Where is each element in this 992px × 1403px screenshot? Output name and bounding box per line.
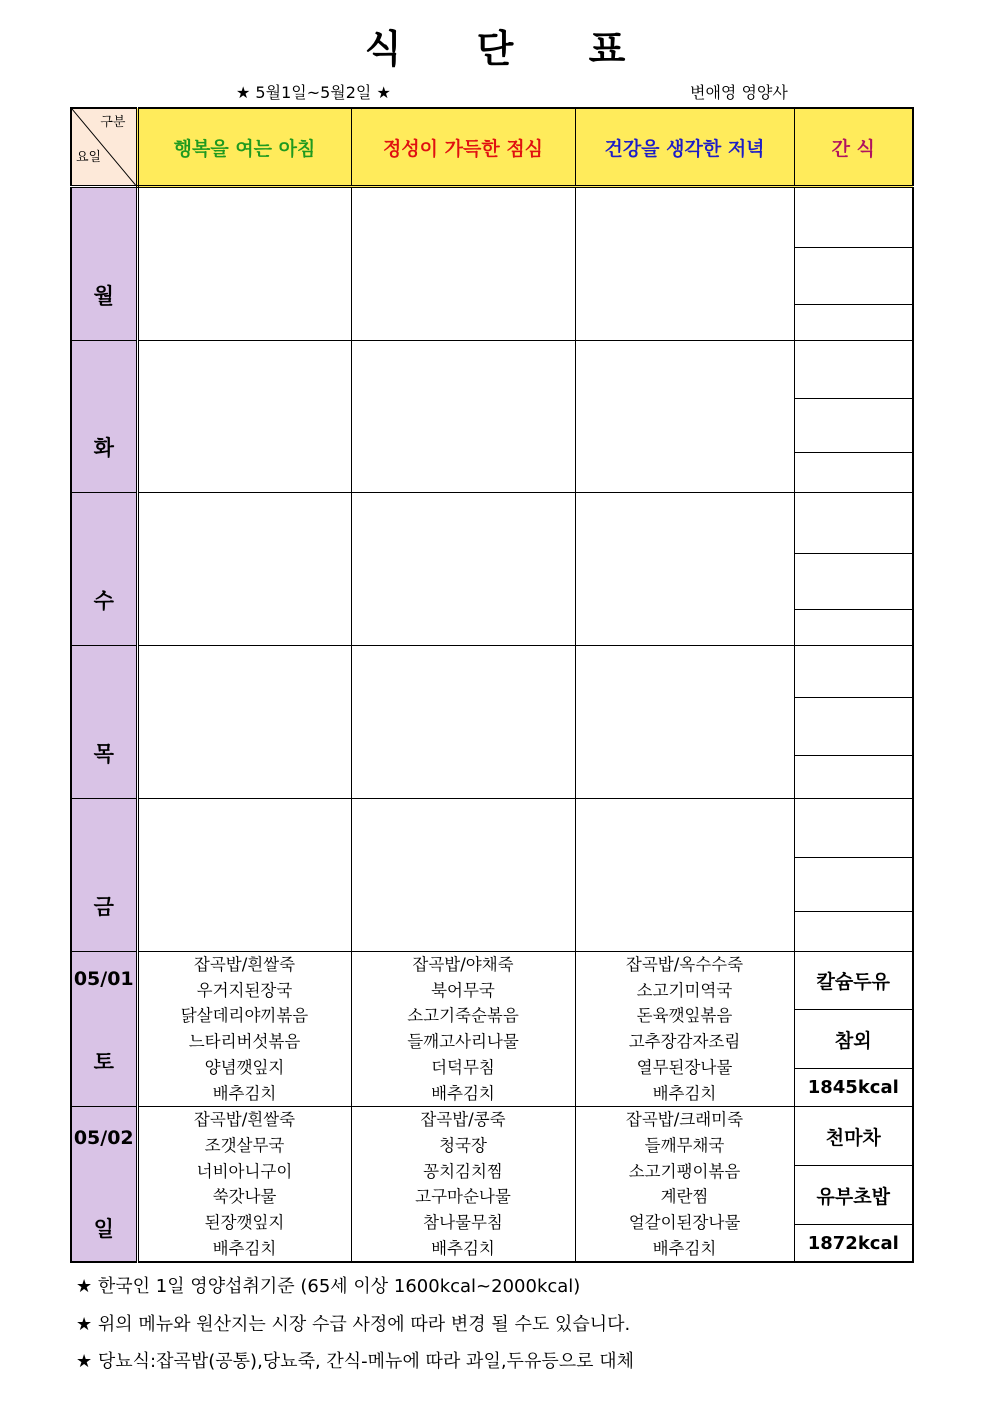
menu-table [70,107,914,1263]
weekday-thu: 목 [71,646,137,799]
fri-snack-3 [794,912,913,952]
header-lunch: 정성이 가득한 점심 [351,108,575,187]
thu-snack-3 [794,756,913,799]
fri-dinner [575,799,794,952]
mon-snack-3 [794,305,913,341]
thu-breakfast [137,646,351,799]
weekday-fri: 금 [71,799,137,952]
dinner-menu: 잡곡밥/크래미죽 들깨무채국 소고기팽이볶음 계란찜 얼갈이된장나물 배추김치 [575,1107,794,1263]
fri-lunch [351,799,575,952]
breakfast-menu: 잡곡밥/흰쌀죽 조갯살무국 너비아니구이 쑥갓나물 된장깻잎지 배추김치 [137,1107,351,1263]
mon-breakfast [137,187,351,341]
period-label: ★ 5월1일~5월2일 ★ [236,83,391,102]
date-label: 05/01 [73,968,134,990]
thu-lunch [351,646,575,799]
snack-1: 칼슘두유 [794,952,913,1010]
corner-weekday-label: 요일 [76,150,102,165]
tue-snack-1 [794,341,913,399]
tue-snack-3 [794,453,913,493]
weekday-wed: 수 [71,493,137,646]
breakfast-menu: 잡곡밥/흰쌀죽 우거지된장국 닭살데리야끼볶음 느타리버섯볶음 양념깻잎지 배추김치 [137,952,351,1107]
weekday-tue: 화 [71,341,137,493]
kcal-total: 1845kcal [794,1068,913,1106]
snack-2: 유부초밥 [794,1166,913,1225]
corner-cell [71,108,137,187]
page-title: 식 단 표 [364,27,628,71]
header-dinner: 건강을 생각한 저녁 [575,108,794,187]
snack-2: 참외 [794,1010,913,1068]
wed-dinner [575,493,794,646]
wed-snack-3 [794,610,913,646]
mon-dinner [575,187,794,341]
note-diabetic-diet: ★ 당뇨식:잡곡밥(공통),당뇨죽, 간식-메뉴에 따라 과일,두유등으로 대체 [76,1351,634,1372]
fri-breakfast [137,799,351,952]
mon-lunch [351,187,575,341]
wed-snack-1 [794,493,913,554]
fri-snack-2 [794,858,913,912]
author-label: 변애영 영양사 [690,83,788,102]
day-0502 [71,1107,137,1263]
thu-snack-1 [794,646,913,698]
tue-breakfast [137,341,351,493]
header-row [71,108,913,187]
weekday-label: 토 [93,1050,114,1074]
header-breakfast: 행복을 여는 아침 [137,108,351,187]
weekday-mon: 월 [71,187,137,341]
tue-dinner [575,341,794,493]
note-intake-standard: ★ 한국인 1일 영양섭취기준 (65세 이상 1600kcal~2000kcal) [76,1276,581,1297]
mon-snack-1 [794,187,913,248]
thu-dinner [575,646,794,799]
weekday-label: 일 [93,1217,114,1242]
tue-snack-2 [794,399,913,453]
dinner-menu: 잡곡밥/옥수수죽 소고기미역국 돈육깻잎볶음 고추장감자조림 열무된장나물 배추김치 [575,952,794,1107]
thu-snack-2 [794,698,913,756]
wed-breakfast [137,493,351,646]
kcal-total: 1872kcal [794,1225,913,1263]
wed-snack-2 [794,554,913,610]
snack-1: 천마차 [794,1107,913,1166]
corner-category-label: 구분 [100,115,126,130]
day-0501 [71,952,137,1107]
lunch-menu: 잡곡밥/야채죽 북어무국 소고기죽순볶음 들깨고사리나물 더덕무침 배추김치 [351,952,575,1107]
header-snack: 간 식 [794,108,913,187]
tue-lunch [351,341,575,493]
note-menu-change: ★ 위의 메뉴와 원산지는 시장 수급 사정에 따라 변경 될 수도 있습니다. [76,1314,631,1335]
mon-snack-2 [794,248,913,305]
fri-snack-1 [794,799,913,858]
wed-lunch [351,493,575,646]
date-label: 05/02 [73,1127,134,1150]
lunch-menu: 잡곡밥/콩죽 청국장 꽁치김치찜 고구마순나물 참나물무침 배추김치 [351,1107,575,1263]
